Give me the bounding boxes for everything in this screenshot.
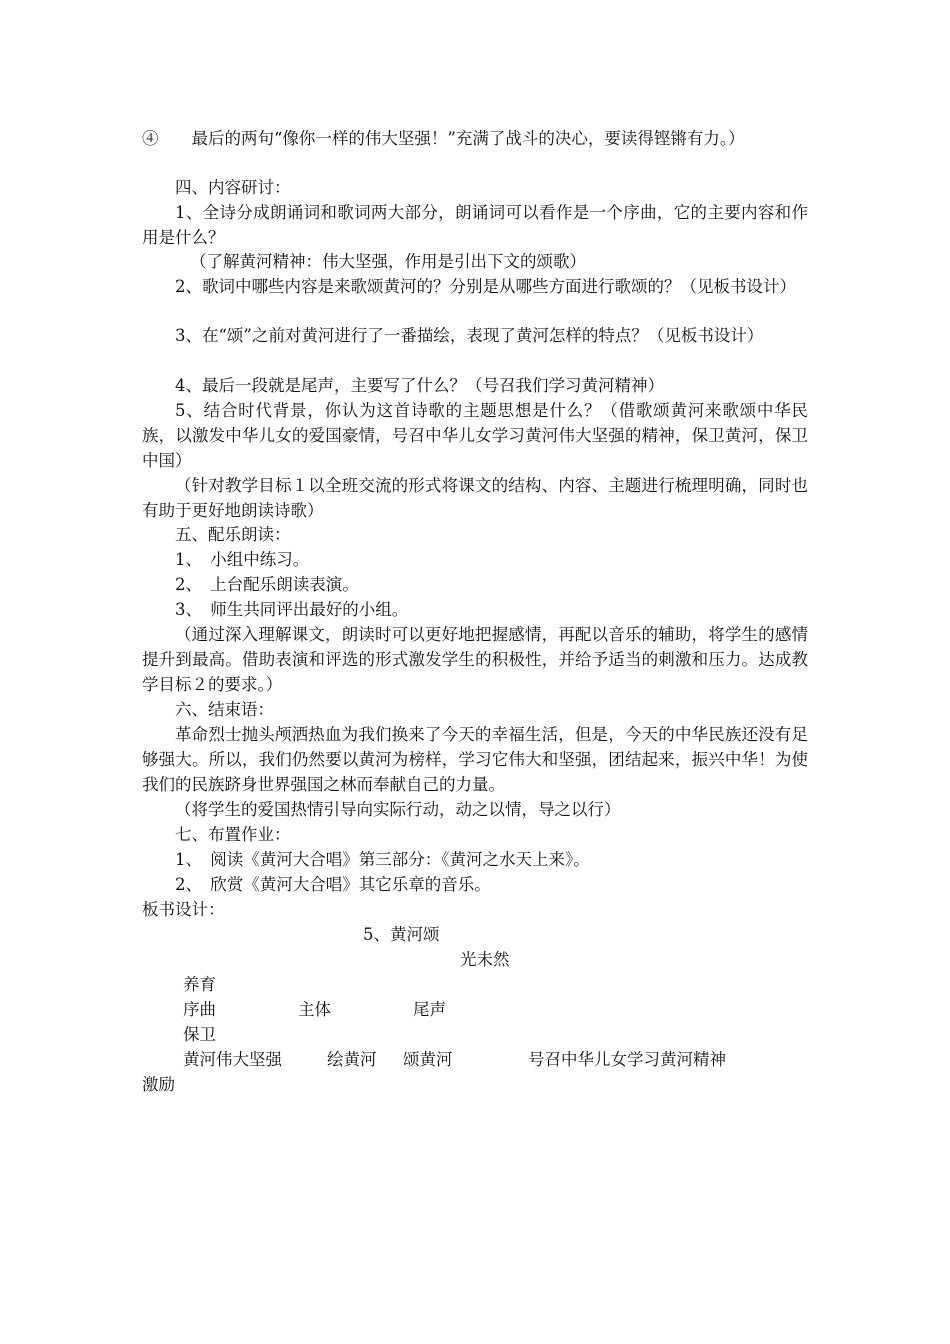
para-note-goal-2: （通过深入理解课文，朗读时可以更好地把握感情，再配以音乐的辅助，将学生的感情提升到最高。借助表演和评选的形式激发学生的积极性，并给予适当的刺激和压力。达成教学目标２的要求。） xyxy=(142,625,808,694)
board-label-haozhao: 号召中华儿女学习黄河精神 xyxy=(528,1050,726,1069)
para-question-3: 3、在“颂”之前对黄河进行了一番描绘，表现了黄河怎样的特点？（见板书设计） xyxy=(175,326,764,345)
section-4-heading: 四、内容研讨： xyxy=(175,178,291,197)
board-label-xuqu: 序曲 xyxy=(183,1000,216,1019)
board-label-song: 颂黄河 xyxy=(403,1050,453,1069)
board-label-jili: 激励 xyxy=(142,1075,175,1094)
board-label-baowei: 保卫 xyxy=(183,1025,216,1044)
list-item-practice: 1、 小组中练习。 xyxy=(175,550,310,569)
para-question-4: 4、最后一段就是尾声，主要写了什么？（号召我们学习黄河精神） xyxy=(175,376,664,395)
list-item-homework-1: 1、 阅读《黄河大合唱》第三部分：《黄河之水天上来》。 xyxy=(175,850,590,869)
para-closing-remarks: 革命烈士抛头颅洒热血为我们换来了今天的幸福生活，但是，今天的中华民族还没有足够强大。所以，我们仍然要以黄河为榜样，学习它伟大和坚强，团结起来，振兴中华！为使我们的民族跻身世界强国之林而奉献自己的力量。 xyxy=(142,725,808,794)
para-question-2: 2、歌词中哪些内容是来歌颂黄河的？分别是从哪些方面进行歌颂的？（见板书设计） xyxy=(175,277,796,296)
board-author: 光未然 xyxy=(460,950,510,969)
section-6-heading: 六、结束语： xyxy=(175,700,274,719)
para-question-1: 1、全诗分成朗诵词和歌词两大部分，朗诵词可以看作是一个序曲，它的主要内容和作用是什么？ xyxy=(142,203,808,247)
board-label-zhuti: 主体 xyxy=(298,1000,331,1019)
list-item-perform: 2、 上台配乐朗读表演。 xyxy=(175,575,359,594)
board-label-weida: 黄河伟大坚强 xyxy=(183,1050,282,1069)
board-label-weisheng: 尾声 xyxy=(413,1000,446,1019)
board-label-hui: 绘黄河 xyxy=(327,1050,377,1069)
section-7-heading: 七、布置作业： xyxy=(175,825,291,844)
para-note-action: （将学生的爱国热情引导向实际行动，动之以情，导之以行） xyxy=(175,800,621,819)
board-design-heading: 板书设计： xyxy=(142,900,225,919)
board-label-yangyu: 养育 xyxy=(183,975,216,994)
section-5-heading: 五、配乐朗读： xyxy=(175,525,291,544)
para-note-goal-1: （针对教学目标１以全班交流的形式将课文的结构、内容、主题进行梳理明确，同时也有助于更好地朗读诗歌） xyxy=(142,476,808,520)
list-item-evaluate: 3、 师生共同评出最好的小组。 xyxy=(175,600,409,619)
para-reading-tip-4: ④ 最后的两句“像你一样的伟大坚强！”充满了战斗的决心，要读得铿锵有力。） xyxy=(142,129,745,148)
para-question-5: 5、结合时代背景，你认为这首诗歌的主题思想是什么？（借歌颂黄河来歌颂中华民族，以激发中华儿女的爱国豪情，号召中华儿女学习黄河伟大坚强的精神，保卫黄河，保卫中国） xyxy=(142,401,808,470)
board-title: 5、黄河颂 xyxy=(363,925,440,944)
list-item-homework-2: 2、 欣赏《黄河大合唱》其它乐章的音乐。 xyxy=(175,875,491,894)
para-answer-1: （了解黄河精神：伟大坚强，作用是引出下文的颂歌） xyxy=(190,252,586,271)
